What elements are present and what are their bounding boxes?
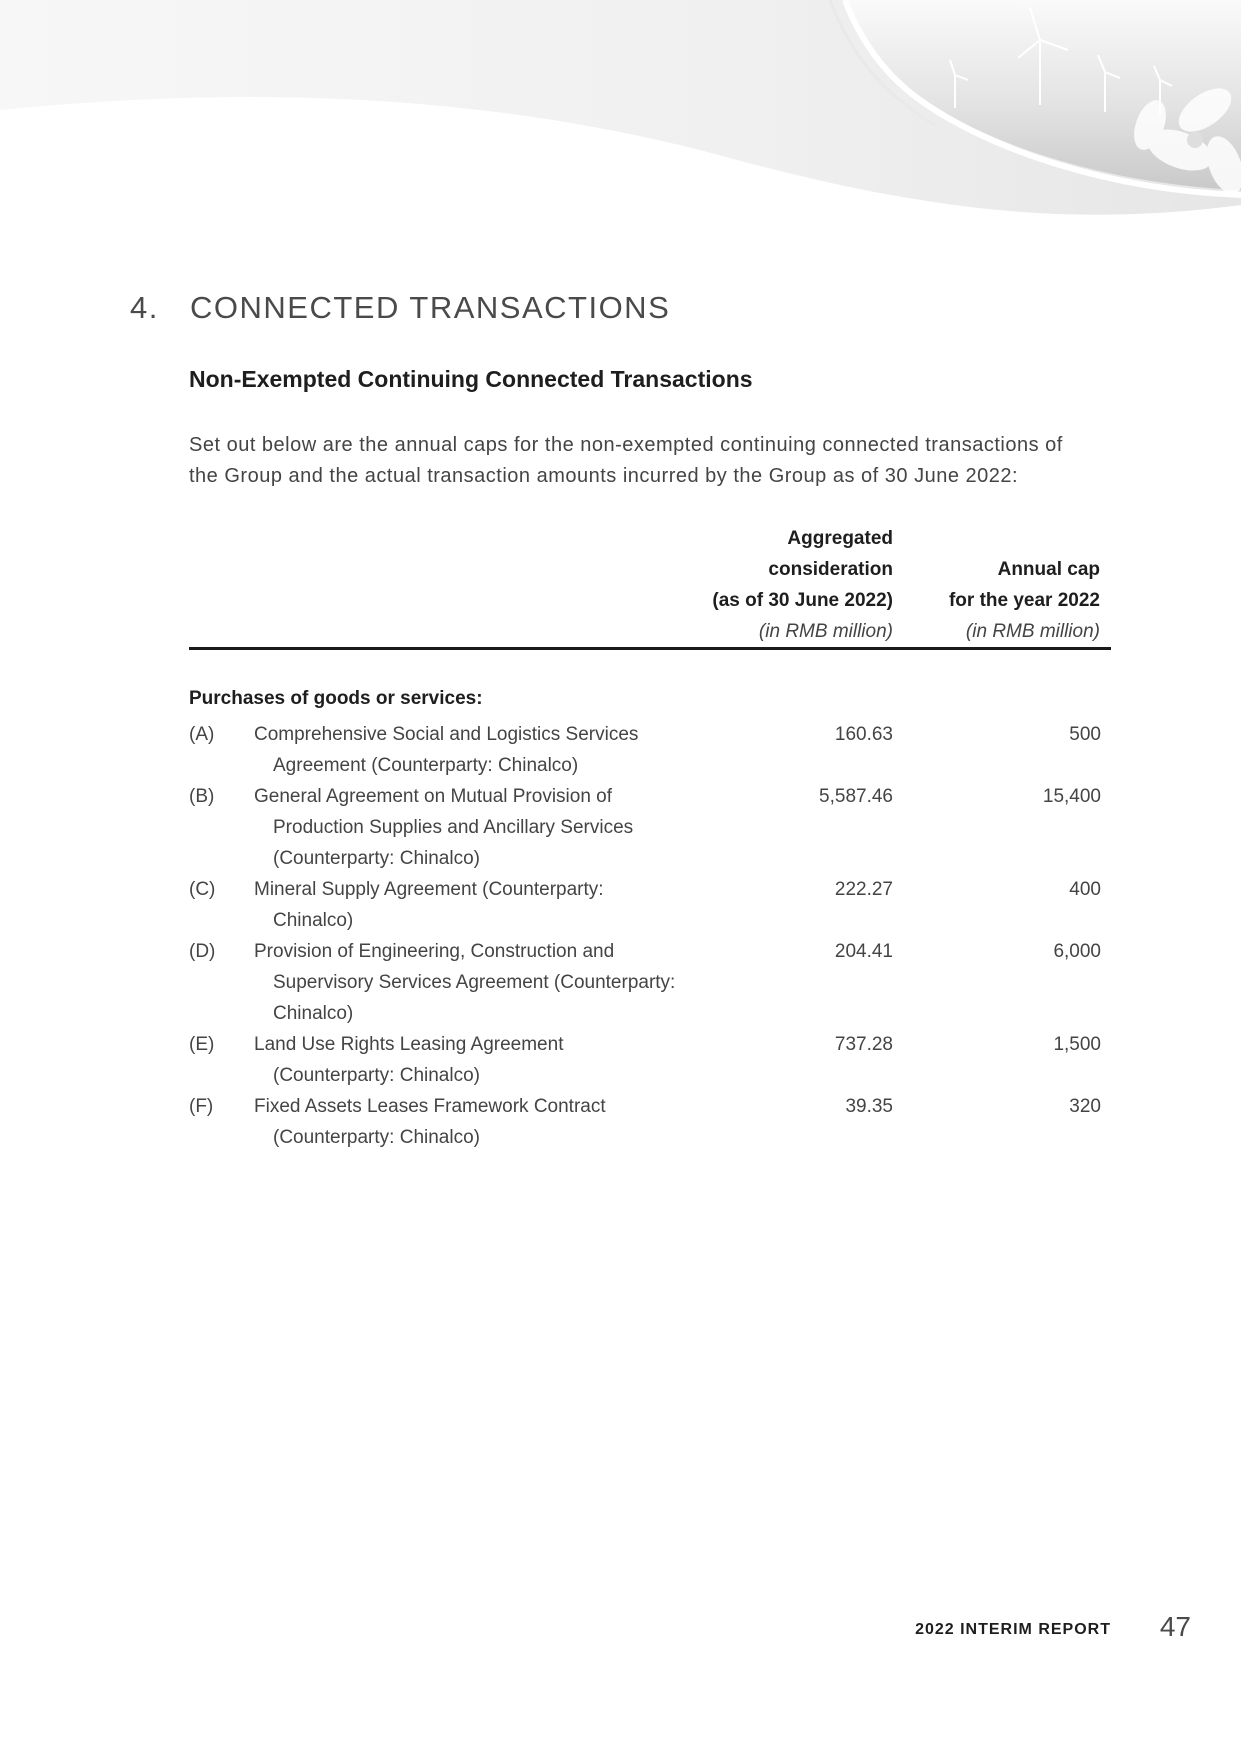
column-header-aggregated [712, 523, 893, 647]
footer-report-title: 2022 INTERIM REPORT [915, 1621, 1111, 1638]
column-header-annual-cap [949, 554, 1100, 647]
description-line: Chinalco) [273, 1003, 354, 1024]
annual-cap-value: 15,400 [1042, 786, 1101, 807]
column-unit: (in RMB million) [758, 621, 893, 642]
intro-paragraph [189, 430, 1119, 492]
section-title: CONNECTED TRANSACTIONS [190, 290, 671, 325]
page-number: 47 [1159, 1611, 1191, 1642]
aggregated-value: 160.63 [834, 724, 893, 745]
description-line: (Counterparty: Chinalco) [273, 1065, 480, 1086]
annual-cap-value: 1,500 [1053, 1034, 1101, 1055]
annual-cap-value: 320 [1069, 1096, 1101, 1117]
column-header-line: Annual cap [997, 559, 1100, 580]
column-header-line: Aggregated [787, 528, 893, 549]
aggregated-value: 5,587.46 [819, 786, 893, 807]
description-line: (Counterparty: Chinalco) [273, 848, 480, 869]
row-code: (D) [189, 941, 216, 962]
table-row [189, 1091, 1111, 1153]
aggregated-value: 204.41 [834, 941, 893, 962]
description-line: Mineral Supply Agreement (Counterparty: [254, 879, 604, 900]
column-header-line: for the year 2022 [948, 590, 1100, 611]
row-code: (B) [189, 786, 215, 807]
column-header-line: consideration [768, 559, 893, 580]
transactions-table [189, 719, 1111, 1153]
aggregated-value: 222.27 [834, 879, 893, 900]
row-code: (A) [189, 724, 215, 745]
description-line: Land Use Rights Leasing Agreement [254, 1034, 564, 1055]
description-line: Production Supplies and Ancillary Services [273, 817, 634, 838]
row-code: (E) [189, 1034, 215, 1055]
intro-line: Set out below are the annual caps for the non-exempted continuing connected transactions of [189, 434, 1063, 456]
table-row [189, 719, 1111, 781]
aggregated-value: 737.28 [834, 1034, 893, 1055]
row-description [254, 1091, 724, 1153]
row-description [254, 936, 724, 1029]
description-line: Provision of Engineering, Construction and [254, 941, 615, 962]
description-line: General Agreement on Mutual Provision of [254, 786, 613, 807]
subheading: Non-Exempted Continuing Connected Transactions [189, 366, 753, 392]
row-description [254, 1029, 724, 1091]
row-code: (F) [189, 1096, 214, 1117]
column-header-line: (as of 30 June 2022) [712, 590, 893, 611]
section-heading [130, 290, 670, 326]
annual-cap-value: 400 [1069, 879, 1101, 900]
header-banner-image [0, 0, 1241, 240]
row-description [254, 719, 724, 781]
aggregated-value: 39.35 [845, 1096, 893, 1117]
annual-cap-value: 500 [1069, 724, 1101, 745]
table-row [189, 781, 1111, 874]
description-line: Comprehensive Social and Logistics Services [254, 724, 639, 745]
description-line: (Counterparty: Chinalco) [273, 1127, 480, 1148]
row-code: (C) [189, 879, 216, 900]
table-row [189, 874, 1111, 936]
row-description [254, 781, 724, 874]
table-header-rule [189, 647, 1111, 650]
description-line: Supervisory Services Agreement (Counterparty: [273, 972, 676, 993]
annual-cap-value: 6,000 [1053, 941, 1101, 962]
description-line: Agreement (Counterparty: Chinalco) [273, 755, 579, 776]
section-number: 4. [130, 290, 159, 325]
intro-line: the Group and the actual transaction amounts incurred by the Group as of 30 June 2022: [189, 465, 1019, 487]
column-unit: (in RMB million) [965, 621, 1100, 642]
row-description [254, 874, 724, 936]
description-line: Chinalco) [273, 910, 354, 931]
table-row [189, 936, 1111, 1029]
group-label: Purchases of goods or services: [189, 688, 483, 709]
description-line: Fixed Assets Leases Framework Contract [254, 1096, 606, 1117]
table-row [189, 1029, 1111, 1091]
